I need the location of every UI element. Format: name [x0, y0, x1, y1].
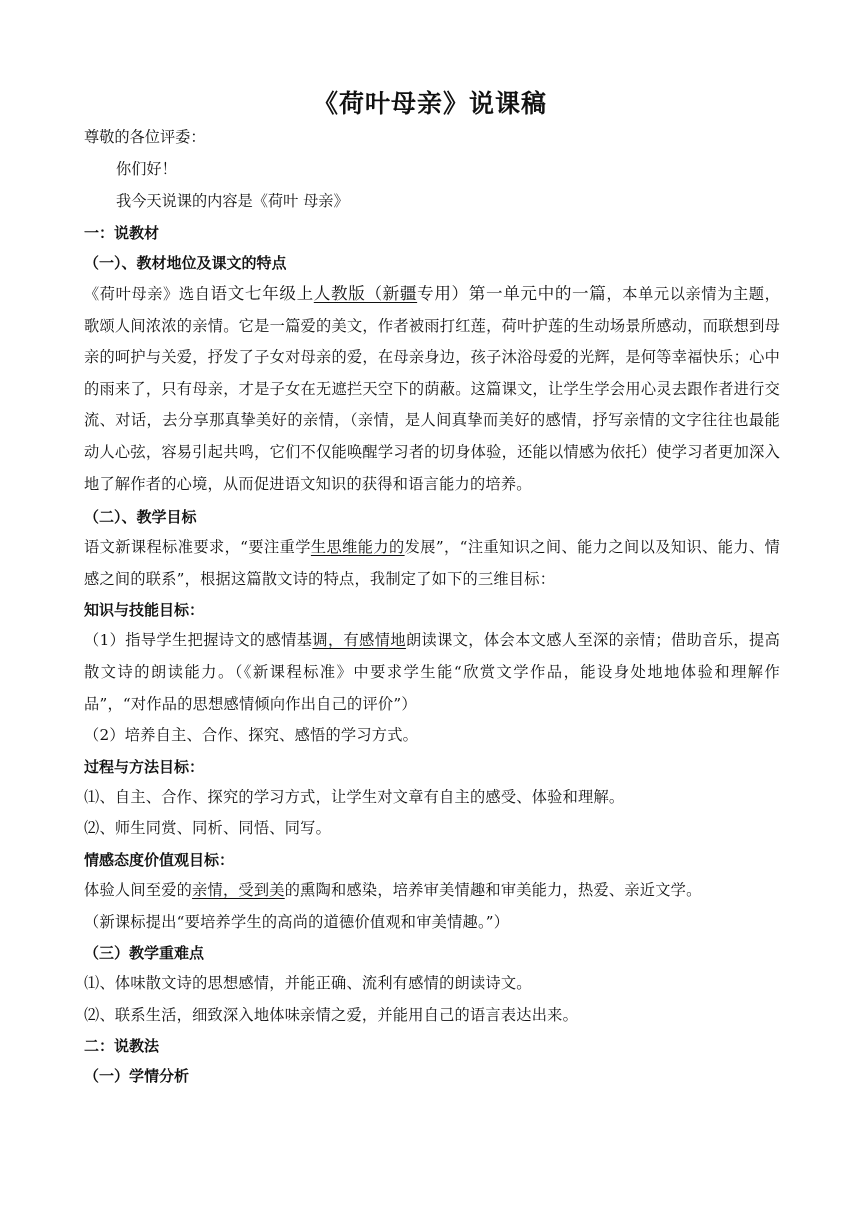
subsection-heading-objectives: （二）、教学目标 [84, 508, 197, 527]
underlined-text: 生思维能力的 [310, 538, 405, 557]
objective-process-2: ⑵、师生同赏、同析、同悟、同写。 [84, 819, 331, 838]
underlined-text: 调，有感情地 [312, 631, 406, 650]
objective-heading-knowledge: 知识与技能目标： [84, 601, 205, 620]
para-text: 语文新课程标准要求，“要注重学 [84, 538, 311, 557]
document-title: 《荷叶母亲》说课稿 [312, 89, 547, 118]
key-point-1: ⑴、体味散文诗的思想感情，并能正确、流利有感情的朗读诗文。 [84, 974, 532, 993]
document-body [84, 122, 780, 1091]
objective-heading-process: 过程与方法目标： [84, 757, 205, 776]
greeting: 你们好！ [116, 160, 177, 178]
objective-heading-emotion: 情感态度价值观目标： [84, 850, 235, 869]
para-text: （1）指导学生把握诗文的感情基 [84, 631, 313, 650]
para-text: 朗读课文，体会本文感人至深的亲情；借助音乐，提高散文诗的朗读能力。（《新课程标准》中要求学生能“欣赏文学作品，能设身处地地体验和理解作品”，“对作品的思想感情倾向作出自己的评价”） [84, 631, 781, 713]
section-heading-teaching-material: 一：说教材 [84, 224, 160, 242]
para-text: 发展”，“注重知识之间、能力之间以及知识、能力、情感之间的联系”，根据这篇散文诗的特点，我制定了如下的三维目标： [84, 538, 781, 588]
para-text-large: 专用）第一单元中的一篇 [417, 284, 607, 303]
para-text: 《荷叶母亲》选自 [84, 285, 211, 303]
underlined-text: 人教版（新疆 [313, 284, 418, 303]
objective-knowledge-1 [84, 625, 780, 720]
intro-line: 我今天说课的内容是《荷叶 母亲》 [116, 192, 349, 210]
para-text: 体验人间至爱的 [84, 880, 193, 899]
salutation: 尊敬的各位评委： [84, 128, 206, 146]
objective-process-1: ⑴、自主、合作、探究的学习方式，让学生对文章有自主的感受、体验和理解。 [84, 787, 625, 806]
subsection-heading-material-position: （一）、教材地位及课文的特点 [84, 254, 287, 272]
subsection-heading-key-points: （三）教学重难点 [84, 944, 205, 963]
underlined-text: 亲情，受到美 [192, 880, 285, 899]
objective-emotion [84, 875, 780, 907]
objective-emotion-note: （新课标提出“要培养学生的高尚的道德价值观和审美情趣。”） [84, 912, 510, 931]
paragraph-material-features [84, 278, 780, 500]
para-text: ，本单元以亲情为主题，歌颂人间浓浓的亲情。它是一篇爱的美文，作者被雨打红莲，荷叶护莲的生动场景所感动，而联想到母亲的呵护与关爱，抒发了子女对母亲的爱，在母亲身边，孩子沐浴母爱的光辉，是何等幸福快乐；心中的雨来了，只有母亲，才是子女在无遮拦天空下的荫蔽。这篇课文，让学生学会用心灵去跟作者进行交流、对话，去分享那真挚美好的亲情，（亲情，是人间真挚而美好的感情，抒写亲情的文字往往也最能动人心弦，容易引起共鸣，它们不仅能唤醒学习者的切身体验，还能以情感为依托）使学习者更加深入地了解作者的心境，从而促进语文知识的获得和语言能力的培养。 [84, 285, 781, 493]
section-heading-teaching-method: 二：说教法 [84, 1037, 160, 1056]
subsection-heading-student-analysis: （一）学情分析 [84, 1067, 190, 1086]
objective-knowledge-2: （2）培养自主、合作、探究、感悟的学习方式。 [84, 726, 419, 745]
para-text-large: 语文七年级上 [210, 284, 314, 303]
paragraph-objectives-intro [84, 532, 780, 595]
para-text: 的熏陶和感染，培养审美情趣和审美能力，热爱、亲近文学。 [284, 880, 702, 899]
key-point-2: ⑵、联系生活，细致深入地体味亲情之爱，并能用自己的语言表达出来。 [84, 1005, 578, 1024]
